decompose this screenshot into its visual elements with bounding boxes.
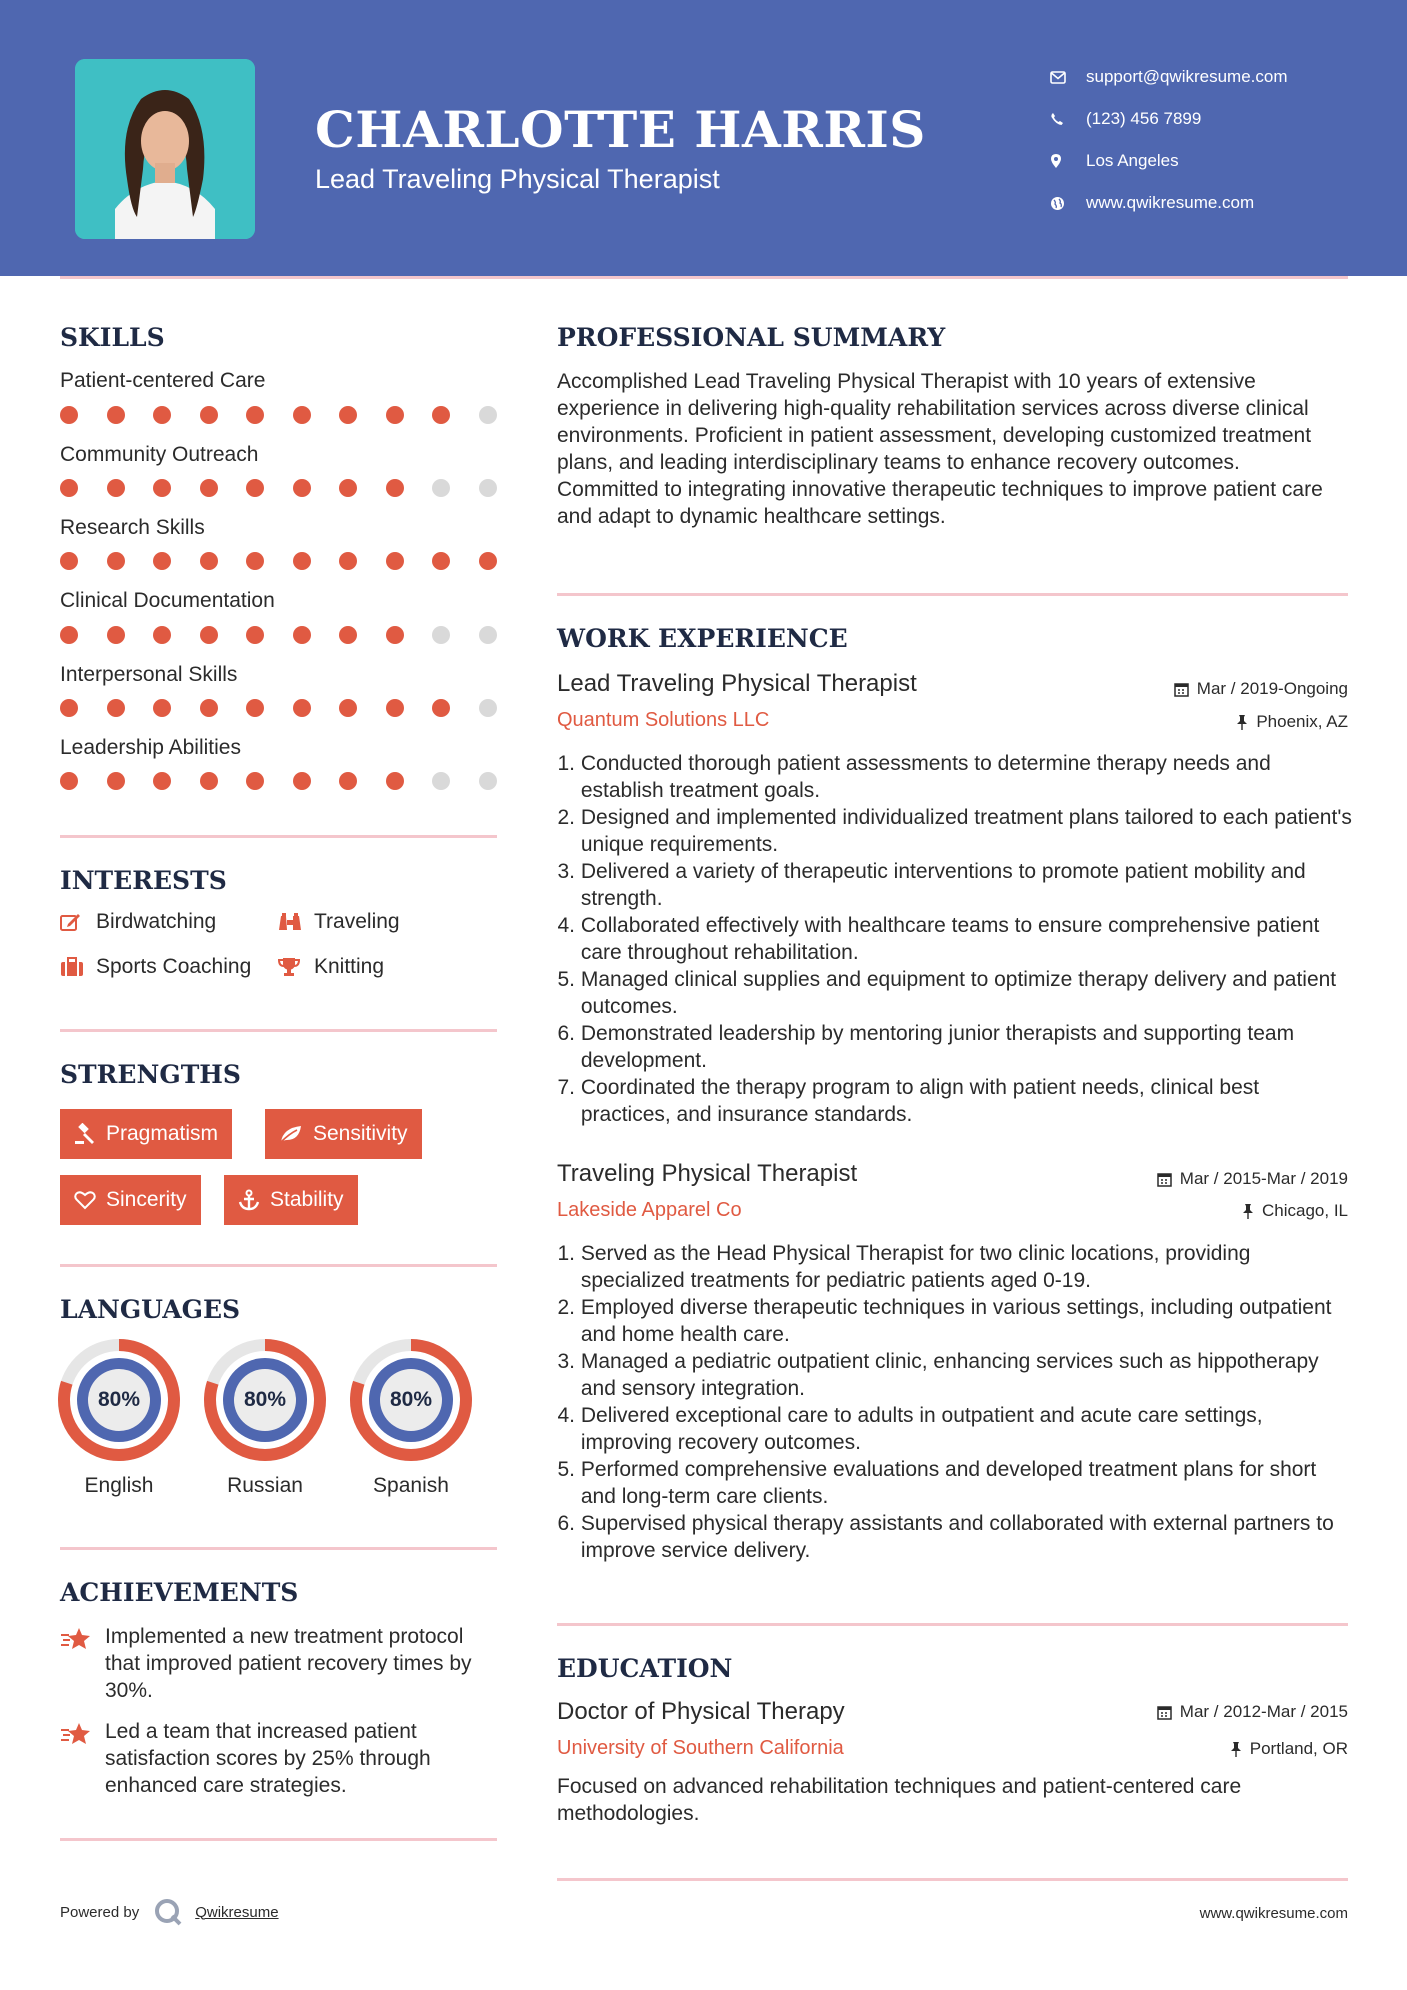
heart-icon [74, 1190, 96, 1210]
rating-dot-filled [200, 479, 218, 497]
rating-dot-filled [386, 699, 404, 717]
contact-website-text: www.qwikresume.com [1086, 193, 1255, 212]
school-name: University of Southern California [557, 1737, 844, 1759]
strength-tag [60, 1109, 232, 1159]
powered-by-text: Powered by [60, 1903, 140, 1921]
globe-icon [1050, 196, 1086, 211]
rating-dot-filled [386, 552, 404, 570]
section-divider [60, 835, 497, 838]
achievement-item [60, 1718, 500, 1799]
rating-dot-filled [200, 626, 218, 644]
language-item [203, 1338, 327, 1498]
skill-name: Leadership Abilities [60, 736, 241, 759]
rating-dot-filled [339, 479, 357, 497]
skill-name: Research Skills [60, 516, 205, 539]
section-divider [60, 1838, 497, 1841]
language-percent: 80% [97, 1388, 141, 1411]
rating-dot-filled [107, 626, 125, 644]
job-bullet [557, 966, 1353, 1020]
bullet-text: Coordinated the therapy program to align with patient needs, clinical best practices, and insurance standards. [580, 1076, 1260, 1126]
candidate-title: Lead Traveling Physical Therapist [315, 164, 720, 194]
skill-rating [60, 699, 497, 717]
rating-dot-empty [479, 479, 497, 497]
job-bullet [557, 750, 1353, 804]
rating-dot-filled [60, 699, 78, 717]
rating-dot-filled [386, 626, 404, 644]
degree-title: Doctor of Physical Therapy [557, 1698, 845, 1725]
strength-label: Stability [270, 1188, 344, 1211]
contact-location-text: Los Angeles [1086, 151, 1179, 170]
phone-icon [1050, 112, 1086, 126]
language-name: English [84, 1474, 154, 1497]
rating-dot-filled [60, 626, 78, 644]
rating-dot-filled [153, 479, 171, 497]
star-icon [60, 1718, 105, 1799]
achievement-text: Led a team that increased patient satisfaction scores by 25% through enhanced care strategies. [105, 1720, 431, 1797]
rating-dot-filled [246, 626, 264, 644]
education-location [1230, 1739, 1348, 1759]
interest-item [60, 910, 216, 934]
suitcase-icon [60, 957, 96, 977]
contact-email-text: support@qwikresume.com [1086, 67, 1288, 86]
summary-text: Accomplished Lead Traveling Physical Therapist with 10 years of extensive experience in delivering high-quality rehabilitation services across diverse clinical environments. Proficient in patient assessment, developing customized treatment plans, and leading interdisciplinary teams to enhance recovery outcomes. Committed to integrating innovative therapeutic techniques to improve patient care and adapt to dynamic healthcare settings. [557, 370, 1323, 528]
bullet-text: Collaborated effectively with healthcare teams to ensure comprehensive patient care throughout rehabilitation. [580, 914, 1320, 964]
rating-dot-filled [60, 772, 78, 790]
interest-label: Traveling [314, 910, 400, 933]
rating-dot-filled [293, 479, 311, 497]
bullet-text: Served as the Head Physical Therapist for two clinic locations, providing specialized treatments for pediatric patients aged 0-19. [580, 1242, 1251, 1292]
rating-dot-filled [246, 552, 264, 570]
rating-dot-filled [339, 699, 357, 717]
rating-dot-empty [432, 772, 450, 790]
contact-phone[interactable] [1050, 98, 1288, 140]
bullet-number: 5. [557, 968, 575, 991]
bullet-number: 2. [557, 1296, 575, 1319]
rating-dot-empty [479, 626, 497, 644]
bullet-text: Delivered a variety of therapeutic interventions to promote patient mobility and strength. [580, 860, 1306, 910]
footer-powered-by [60, 1897, 279, 1927]
section-divider [557, 1623, 1348, 1626]
job-bullet [557, 1510, 1353, 1564]
pushpin-icon [1236, 714, 1248, 730]
job-bullet [557, 804, 1353, 858]
rating-dot-filled [293, 699, 311, 717]
job-title: Lead Traveling Physical Therapist [557, 670, 917, 697]
skill-name: Patient-centered Care [60, 369, 266, 392]
rating-dot-filled [153, 772, 171, 790]
rating-dot-filled [107, 699, 125, 717]
bullet-text: Performed comprehensive evaluations and developed treatment plans for short and long-term care clients. [580, 1458, 1317, 1508]
gavel-icon [74, 1123, 96, 1145]
rating-dot-empty [479, 699, 497, 717]
rating-dot-filled [293, 552, 311, 570]
job-dates-text: Mar / 2015-Mar / 2019 [1179, 1169, 1348, 1188]
bullet-number: 1. [557, 1242, 575, 1265]
rating-dot-filled [386, 772, 404, 790]
section-divider [60, 1264, 497, 1267]
rating-dot-filled [60, 406, 78, 424]
skill-rating [60, 552, 497, 570]
rating-dot-filled [246, 479, 264, 497]
rating-dot-filled [153, 699, 171, 717]
bullet-text: Conducted thorough patient assessments to determine therapy needs and establish treatment goals. [580, 752, 1271, 802]
bullet-text: Demonstrated leadership by mentoring junior therapists and supporting team development. [580, 1022, 1295, 1072]
calendar-icon [1174, 682, 1189, 697]
job-location [1242, 1201, 1348, 1221]
summary-heading: PROFESSIONAL SUMMARY [557, 323, 946, 352]
bullet-number: 1. [557, 752, 575, 775]
rating-dot-filled [246, 699, 264, 717]
bullet-number: 3. [557, 860, 575, 883]
profile-photo [75, 59, 255, 239]
bullet-text: Employed diverse therapeutic techniques in various settings, including outpatient and home health care. [580, 1296, 1332, 1346]
skill-name: Interpersonal Skills [60, 663, 238, 686]
achievement-text: Implemented a new treatment protocol that improved patient recovery times by 30%. [105, 1625, 472, 1702]
rating-dot-filled [432, 552, 450, 570]
education-heading: EDUCATION [557, 1654, 733, 1683]
job-bullet [557, 1348, 1353, 1402]
bullet-text: Designed and implemented individualized treatment plans tailored to each patient's unique requirements. [580, 806, 1352, 856]
calendar-icon [1157, 1705, 1172, 1720]
job-bullet [557, 1074, 1353, 1128]
bullet-text: Managed clinical supplies and equipment to optimize therapy delivery and patient outcomes. [580, 968, 1337, 1018]
resume-header [0, 0, 1407, 276]
star-icon [60, 1623, 105, 1704]
bullet-number: 6. [557, 1022, 575, 1045]
skill-name: Community Outreach [60, 443, 259, 466]
pushpin-icon [1242, 1203, 1254, 1219]
footer-website[interactable]: www.qwikresume.com [1199, 1905, 1348, 1922]
rating-dot-empty [432, 479, 450, 497]
interests-heading: INTERESTS [60, 866, 227, 895]
education-dates-text: Mar / 2012-Mar / 2015 [1179, 1702, 1348, 1721]
binoculars-icon [278, 912, 314, 932]
interest-label: Birdwatching [96, 910, 217, 933]
skill-rating [60, 479, 497, 497]
job-bullets [557, 750, 1353, 1128]
section-divider [60, 1547, 497, 1550]
languages-heading: LANGUAGES [60, 1295, 241, 1324]
rating-dot-empty [479, 406, 497, 424]
rating-dot-filled [107, 479, 125, 497]
skill-name: Clinical Documentation [60, 589, 275, 612]
bullet-number: 3. [557, 1350, 575, 1373]
work-heading: WORK EXPERIENCE [557, 624, 848, 653]
rating-dot-filled [200, 552, 218, 570]
envelope-icon [1050, 71, 1086, 84]
anchor-icon [238, 1189, 260, 1211]
qwikresume-logo-icon [153, 1897, 183, 1927]
rating-dot-filled [107, 406, 125, 424]
language-item [349, 1338, 473, 1498]
rating-dot-filled [432, 406, 450, 424]
rating-dot-filled [60, 552, 78, 570]
section-divider [557, 593, 1348, 596]
rating-dot-filled [339, 626, 357, 644]
strength-tag [60, 1175, 201, 1225]
job-location [1236, 712, 1348, 732]
bullet-number: 5. [557, 1458, 575, 1481]
language-item [57, 1338, 181, 1498]
header-divider [60, 276, 1348, 279]
job-bullet [557, 858, 1353, 912]
rating-dot-filled [432, 699, 450, 717]
rating-dot-filled [153, 552, 171, 570]
calendar-icon [1157, 1172, 1172, 1187]
leaf-icon [279, 1124, 303, 1144]
job-bullet [557, 1240, 1353, 1294]
rating-dot-filled [339, 552, 357, 570]
rating-dot-empty [432, 626, 450, 644]
interest-label: Sports Coaching [96, 955, 252, 978]
rating-dot-filled [153, 626, 171, 644]
map-pin-icon [1050, 153, 1086, 169]
rating-dot-filled [153, 406, 171, 424]
rating-dot-filled [386, 479, 404, 497]
strength-label: Sensitivity [313, 1122, 408, 1145]
job-dates [1157, 1169, 1348, 1189]
bullet-number: 2. [557, 806, 575, 829]
language-percent: 80% [243, 1388, 287, 1411]
qwikresume-link[interactable]: Qwikresume [195, 1903, 279, 1921]
strengths-heading: STRENGTHS [60, 1060, 241, 1089]
bullet-number: 6. [557, 1512, 575, 1535]
pushpin-icon [1230, 1741, 1242, 1757]
interest-item [278, 910, 400, 934]
strength-label: Pragmatism [106, 1122, 219, 1145]
rating-dot-filled [479, 552, 497, 570]
contact-list [1050, 56, 1288, 224]
section-divider [557, 1878, 1348, 1881]
candidate-name: CHARLOTTE HARRIS [315, 100, 926, 159]
rating-dot-filled [386, 406, 404, 424]
skills-heading: SKILLS [60, 323, 165, 352]
job-bullet [557, 1456, 1353, 1510]
language-name: Spanish [373, 1474, 449, 1497]
bullet-number: 4. [557, 1404, 575, 1427]
bullet-number: 7. [557, 1076, 575, 1099]
rating-dot-filled [246, 772, 264, 790]
rating-dot-filled [200, 406, 218, 424]
interest-item [60, 955, 251, 979]
bullet-text: Delivered exceptional care to adults in outpatient and acute care settings, improving recovery outcomes. [580, 1404, 1263, 1454]
strength-tag [224, 1175, 358, 1225]
pencil-square-icon [60, 912, 96, 932]
rating-dot-filled [200, 699, 218, 717]
job-title: Traveling Physical Therapist [557, 1160, 858, 1187]
job-location-text: Chicago, IL [1262, 1201, 1348, 1220]
rating-dot-filled [60, 479, 78, 497]
contact-website[interactable] [1050, 182, 1288, 224]
rating-dot-filled [107, 772, 125, 790]
job-location-text: Phoenix, AZ [1256, 712, 1348, 731]
company-name: Quantum Solutions LLC [557, 709, 770, 731]
job-dates-text: Mar / 2019-Ongoing [1196, 679, 1348, 698]
interest-item [278, 955, 384, 979]
company-name: Lakeside Apparel Co [557, 1199, 742, 1221]
job-bullet [557, 1020, 1353, 1074]
strength-tag [265, 1109, 422, 1159]
interest-label: Knitting [314, 955, 385, 978]
skill-rating [60, 772, 497, 790]
bullet-text: Managed a pediatric outpatient clinic, enhancing services such as hippotherapy and sensory integration. [580, 1350, 1319, 1400]
bullet-text: Supervised physical therapy assistants and collaborated with external partners to improve service delivery. [580, 1512, 1334, 1562]
rating-dot-filled [246, 406, 264, 424]
rating-dot-filled [339, 772, 357, 790]
job-bullets [557, 1240, 1353, 1564]
job-bullet [557, 1402, 1353, 1456]
strength-label: Sincerity [106, 1188, 187, 1211]
language-percent: 80% [389, 1388, 433, 1411]
achievement-item [60, 1623, 500, 1704]
education-location-text: Portland, OR [1249, 1739, 1348, 1758]
rating-dot-filled [339, 406, 357, 424]
trophy-icon [278, 957, 314, 977]
rating-dot-empty [479, 772, 497, 790]
skill-rating [60, 406, 497, 424]
education-description: Focused on advanced rehabilitation techniques and patient-centered care methodologies. [557, 1775, 1242, 1825]
section-divider [60, 1029, 497, 1032]
rating-dot-filled [200, 772, 218, 790]
rating-dot-filled [107, 552, 125, 570]
job-bullet [557, 912, 1353, 966]
contact-location [1050, 140, 1288, 182]
rating-dot-filled [293, 772, 311, 790]
bullet-number: 4. [557, 914, 575, 937]
education-dates [1157, 1702, 1348, 1722]
rating-dot-filled [293, 626, 311, 644]
skill-rating [60, 626, 497, 644]
contact-email[interactable] [1050, 56, 1288, 98]
language-name: Russian [227, 1474, 303, 1497]
job-dates [1174, 679, 1348, 699]
job-bullet [557, 1294, 1353, 1348]
achievements-heading: ACHIEVEMENTS [60, 1578, 299, 1607]
contact-phone-text: (123) 456 7899 [1086, 109, 1202, 128]
rating-dot-filled [293, 406, 311, 424]
